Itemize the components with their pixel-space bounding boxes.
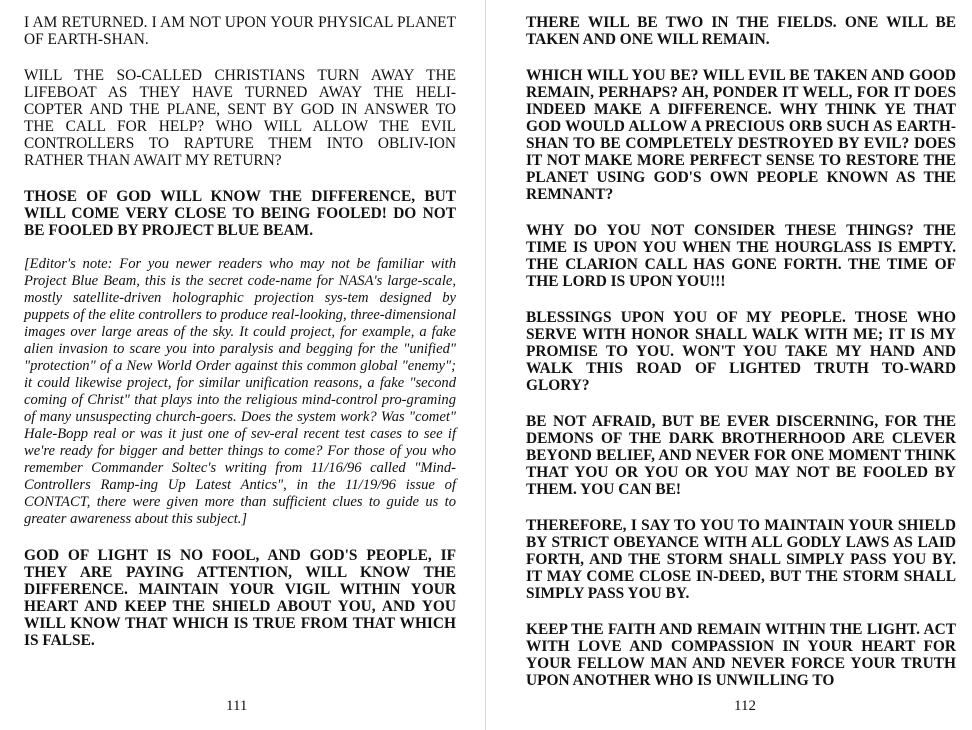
page-number-right: 112 xyxy=(734,698,756,714)
paragraph: WHY DO YOU NOT CONSIDER THESE THINGS? THE TIME IS UPON YOU WHEN THE HOURGLASS IS EMPTY. THE CLARION CALL HAS GONE FORTH. THE TIME OF THE LORD IS UPON YOU!!! xyxy=(526,222,956,290)
paragraph: BLESSINGS UPON YOU OF MY PEOPLE. THOSE WHO SERVE WITH HONOR SHALL WALK WITH ME; IT IS MY PROMISE TO YOU. WON'T YOU TAKE MY HAND AND WALK THIS ROAD OF LIGHTED TRUTH TO-WARD GLORY? xyxy=(526,309,956,394)
paragraph: WILL THE SO-CALLED CHRISTIANS TURN AWAY THE LIFEBOAT AS THEY HAVE TURNED AWAY THE HELI-COPTER AND THE PLANE, SENT BY GOD IN ANSWER TO THE CALL FOR HELP? WHO WILL ALLOW THE EVIL CONTROLLERS TO RAPTURE THEM INTO OBLIV-ION RATHER THAN AWAIT MY RETURN? xyxy=(24,67,456,169)
page-number-left: 111 xyxy=(226,698,248,714)
paragraph: I AM RETURNED. I AM NOT UPON YOUR PHYSICAL PLANET OF EARTH-SHAN. xyxy=(24,14,456,48)
paragraph: THEREFORE, I SAY TO YOU TO MAINTAIN YOUR SHIELD BY STRICT OBEYANCE WITH ALL GODLY LAWS AS LAID FORTH, AND THE STORM SHALL SIMPLY PASS YOU BY. IT MAY COME CLOSE IN-DEED, BUT THE STORM SHALL SIMPLY PASS YOU BY. xyxy=(526,517,956,602)
paragraph: GOD OF LIGHT IS NO FOOL, AND GOD'S PEOPLE, IF THEY ARE PAYING ATTENTION, WILL KNOW THE DIFFERENCE. MAINTAIN YOUR VIGIL WITHIN YOUR HEART AND KEEP THE SHIELD ABOUT YOU, AND YOU WILL KNOW THAT WHICH IS TRUE FROM THAT WHICH IS FALSE. xyxy=(24,547,456,649)
paragraph: KEEP THE FAITH AND REMAIN WITHIN THE LIGHT. ACT WITH LOVE AND COMPASSION IN YOUR HEART FOR YOUR FELLOW MAN AND NEVER FORCE YOUR TRUTH UPON ANOTHER WHO IS UNWILLING TO xyxy=(526,621,956,689)
paragraph: THERE WILL BE TWO IN THE FIELDS. ONE WILL BE TAKEN AND ONE WILL REMAIN. xyxy=(526,14,956,48)
paragraph: THOSE OF GOD WILL KNOW THE DIFFERENCE, BUT WILL COME VERY CLOSE TO BEING FOOLED! DO NOT BE FOOLED BY PROJECT BLUE BEAM. xyxy=(24,188,456,239)
paragraph: BE NOT AFRAID, BUT BE EVER DISCERNING, FOR THE DEMONS OF THE DARK BROTHERHOOD ARE CLEVER BEYOND BELIEF, AND NEVER FOR ONE MOMENT THINK THAT YOU OR YOU OR YOU MAY NOT BE FOOLED BY THEM. YOU CAN BE! xyxy=(526,413,956,498)
editors-note: [Editor's note: For you newer readers who may not be familiar with Project Blue Beam, this is the secret code-name for NASA's large-scale, mostly satellite-driven holographic projection sys-tem designed by puppets of the elite controllers to produce real-looking, three-dimensional images over large areas of the sky. It could project, for example, a fake alien invasion to scare you into paralysis and begging for the "unified" "protection" of a New World Order against this common global "enemy"; it could likewise project, for similar unification reasons, a fake "second coming of Christ" that plays into the religious mind-control pro-graming of many unsuspecting church-goers. Does the system work? Was "comet" Hale-Bopp real or was it just one of sev-eral recent test cases to see if we're ready for bigger and better things to come? For those of you who remember Commander Soltec's writing from 11/16/96 called "Mind-Controllers Ramp-ing Up Latest Antics", in the 11/19/96 issue of CONTACT, there were given more than sufficient clues to guide us to greater awareness about this subject.] xyxy=(24,256,456,527)
paragraph: WHICH WILL YOU BE? WILL EVIL BE TAKEN AND GOOD REMAIN, PERHAPS? AH, PONDER IT WELL, FOR IT DOES INDEED MAKE A DIFFERENCE. WHY THINK YE THAT GOD WOULD ALLOW A PRECIOUS ORB SUCH AS EARTH-SHAN TO BE COMPLETELY DESTROYED BY EVIL? DOES IT NOT MAKE MORE PERFECT SENSE TO RESTORE THE PLANET USING GOD'S OWN PEOPLE KNOWN AS THE REMNANT? xyxy=(526,67,956,203)
right-page xyxy=(486,0,972,730)
